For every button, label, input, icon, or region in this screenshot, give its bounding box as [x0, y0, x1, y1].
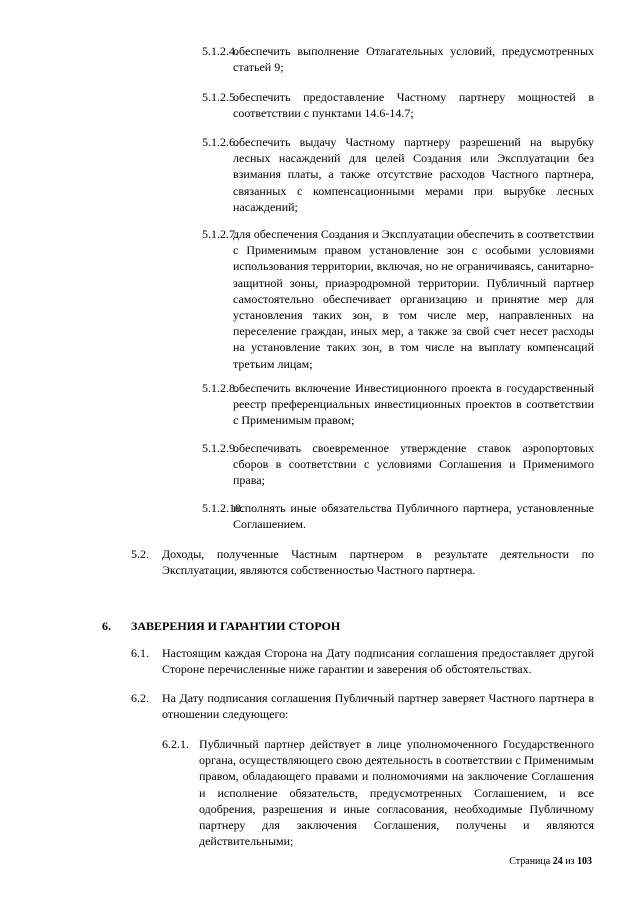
current-page-number: 24 [552, 856, 563, 867]
clause-number: 5.1.2.8. [202, 381, 238, 395]
clause-text: Доходы, полученные Частным партнером в результате деятельности по Эксплуатации, являются собственностью Частного партнера. [162, 547, 594, 578]
section-title-text: ЗАВЕРЕНИЯ И ГАРАНТИИ СТОРОН [131, 619, 341, 633]
page-label: Страница [509, 856, 551, 867]
clause-number: 5.1.2.6. [202, 135, 238, 149]
clause-text: для обеспечения Создания и Эксплуатации обеспечить в соответствии с Применимым правом установление зон с особыми условиями использования территории, включая, но не ограничиваясь, санитарно-защитной зоны, приаэродромной территории. Публичный партнер самостоятельно обеспечивает организацию и принятие мер для установления таких зон, в том числе мер, направленных на переселение граждан, иных мер, а также за свой счет несет расходы на установление таких зон, в том числе на выплату компенсаций третьим лицам; [233, 227, 594, 371]
clause-text: Публичный партнер действует в лице уполномоченного Государственного органа, осуществляющего свою деятельность в соответствии с Применимым правом, обладающего правами и полномочиями на заключение Соглашения и исполнение обязательств, предусмотренных Соглашением, и все одобрения, разрешения и иные согласования, необходимые Публичному партнеру для заключения Соглашения, получены и являются действительными; [199, 737, 594, 849]
clause-number: 6.1. [131, 646, 149, 660]
clause-number: 5.1.2.9. [202, 441, 238, 455]
clause-text: обеспечить выдачу Частному партнеру разрешений на вырубку лесных насаждений для целей Создания или Эксплуатации без взимания платы, а также отсутствие расходов Частного партнера, связанных с компенсационными мерами при вырубке лесных насаждений; [233, 135, 594, 214]
clause-text: обеспечить предоставление Частному партнеру мощностей в соответствии с пунктами 14.6-14.7; [233, 90, 594, 121]
clause-text: исполнять иные обязательства Публичного партнера, установленные Соглашением. [233, 501, 594, 532]
clause-number: 5.2. [131, 547, 149, 561]
page-separator: из [565, 856, 575, 867]
clause-text: обеспечить включение Инвестиционного проекта в государственный реестр преференциальных инвестиционных проектов в соответствии с Применимым правом; [233, 381, 594, 428]
total-pages-number: 103 [577, 856, 592, 867]
section-title [131, 618, 340, 634]
clause-number: 5.1.2.4. [202, 44, 238, 58]
clause-number: 5.1.2.7. [202, 227, 238, 241]
section-number: 6. [102, 619, 111, 633]
clause-number: 5.1.2.5. [202, 90, 238, 104]
section-heading [102, 618, 111, 634]
clause-text: обеспечивать своевременное утверждение ставок аэропортовых сборов в соответствии с условиями Соглашения и Применимого права; [233, 441, 594, 488]
clause-text: На Дату подписания соглашения Публичный партнер заверяет Частного партнера в отношении следующего: [162, 691, 594, 722]
clause-number: 5.1.2.10. [202, 501, 244, 515]
page-footer [509, 856, 592, 867]
clause-number: 6.2. [131, 691, 149, 705]
clause-text: Настоящим каждая Сторона на Дату подписания соглашения предоставляет другой Стороне перечисленные ниже гарантии и заверения об обстоятельствах. [162, 646, 594, 677]
clause-number: 6.2.1. [162, 737, 189, 751]
clause-text: обеспечить выполнение Отлагательных условий, предусмотренных статьей 9; [233, 44, 594, 75]
